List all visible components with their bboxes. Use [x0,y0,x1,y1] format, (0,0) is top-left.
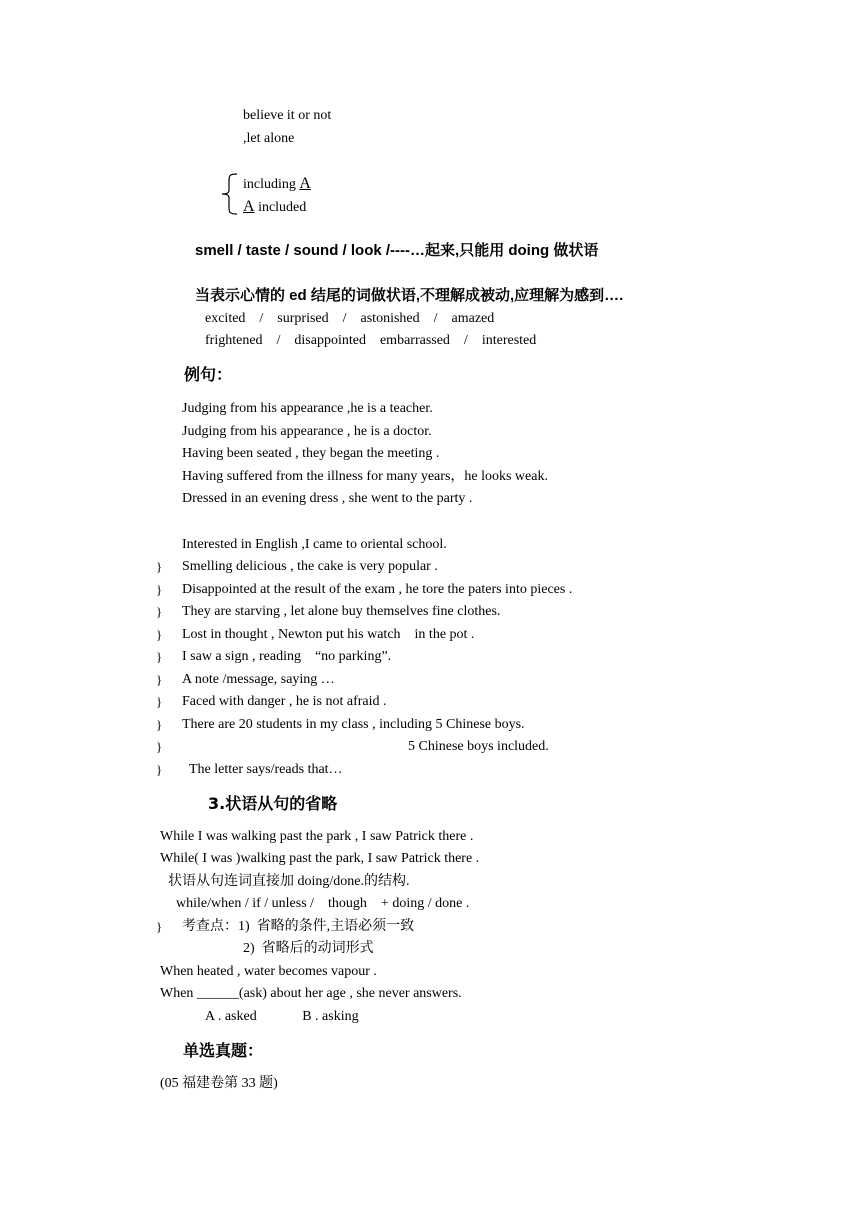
example-sentence: A note /message, saying … [182,672,335,687]
section-3-line: 2) 省略后的动词形式 [243,941,374,956]
section-3-heading: 3.状语从句的省略 [208,794,338,813]
example-sentence: Having suffered from the illness for many years，he looks weak. [182,469,548,484]
example-sentence: I saw a sign , reading “no parking”. [182,649,392,664]
bullet-icon: } [156,604,163,619]
section-3-line: while/when / if / unless / though + doing / done . [176,896,470,911]
emotion-words-row-2: frightened / disappointed embarrassed / interested [205,333,537,348]
bullet-icon: } [156,582,163,597]
section-3-line: While I was walking past the park , I saw Patrick there . [160,829,474,844]
phrase-a-included [243,198,306,217]
bullet-icon: } [156,649,163,664]
example-sentence: Judging from his appearance ,he is a teacher. [182,401,433,416]
left-brace-icon [213,173,241,215]
including-text: including [243,177,300,192]
section-3-line: When heated , water becomes vapour . [160,964,377,979]
example-sentence: Dressed in an evening dress , she went to the party . [182,491,473,506]
rule-emotion-ed: 当表示心情的 ed 结尾的词做状语,不理解成被动,应理解为感到…. [195,287,624,304]
example-sentence: Faced with danger , he is not afraid . [182,694,387,709]
section-3-line: While( I was )walking past the park, I saw Patrick there . [160,851,480,866]
underlined-letter-a: A [299,175,311,192]
example-sentence: Judging from his appearance , he is a doctor. [182,424,432,439]
bullet-icon: } [156,627,163,642]
bullet-icon: } [156,672,163,687]
example-sentence: There are 20 students in my class , including 5 Chinese boys. [182,717,525,732]
example-sentence: Disappointed at the result of the exam , he tore the paters into pieces . [182,582,573,597]
mcq-heading: 单选真题： [183,1041,264,1060]
underlined-letter-a: A [243,198,255,215]
bullet-icon: } [156,739,163,754]
example-sentence: Smelling delicious , the cake is very popular . [182,559,438,574]
phrase-let-alone: ,let alone [243,131,295,146]
bullet-icon: } [156,717,163,732]
section-3-line: 考查点：1) 省略的条件,主语必须一致 [182,919,415,934]
example-sentence: The letter says/reads that… [189,762,343,777]
example-sentence: They are starving , let alone buy themselves fine clothes. [182,604,501,619]
example-sentence: Lost in thought , Newton put his watch in the pot . [182,627,475,642]
answer-options: A . asked B . asking [205,1009,359,1024]
examples-heading: 例句： [184,365,233,384]
rule-sense-verbs: smell / taste / sound / look /----…起来,只能用 doing 做状语 [195,242,599,259]
phrase-including-a [243,175,311,194]
bullet-icon: } [156,919,163,934]
example-sentence: Interested in English ,I came to oriental school. [182,537,447,552]
section-3-line: 状语从句连词直接加 doing/done.的结构. [168,874,410,889]
bullet-icon: } [156,559,163,574]
bullet-icon: } [156,694,163,709]
section-3-line: When ______(ask) about her age , she never answers. [160,986,462,1001]
emotion-words-row-1: excited / surprised / astonished / amazed [205,311,495,326]
example-sentence: 5 Chinese boys included. [408,739,549,754]
phrase-believe-it-or-not: believe it or not [243,108,332,123]
included-text: included [254,200,307,215]
question-source: (05 福建卷第 33 题) [160,1076,278,1091]
example-sentence: Having been seated , they began the meeting . [182,446,440,461]
bullet-icon: } [156,762,163,777]
